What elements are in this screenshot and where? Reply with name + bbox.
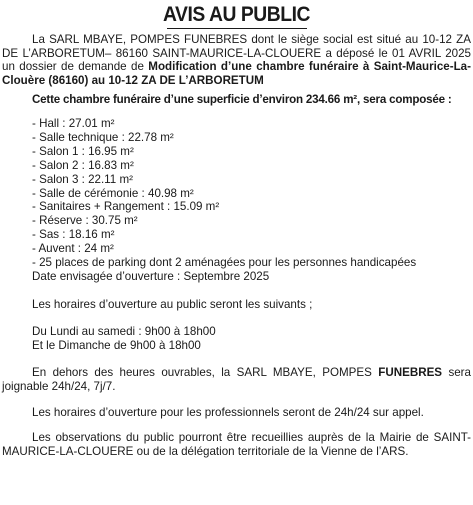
- hours-weekdays: Du Lundi au samedi : 9h00 à 18h00: [32, 325, 216, 339]
- list-item: - Salon 2 : 16.83 m²: [32, 158, 134, 172]
- after-hours-text: En dehors des heures ouvrables, la SARL MBAYE, POMPES: [32, 366, 379, 380]
- list-item: - 25 places de parking dont 2 aménagées pour les personnes handicapées: [32, 256, 417, 270]
- observations-paragraph: Les observations du public pourront être recueillies auprès de la Mairie de SAINT-MAURICE-LA-CLOUERE ou de la délégation territoriale de la Vienne de l’ARS.: [2, 431, 471, 458]
- intro-text: La SARL MBAYE, POMPES FUNEBRES dont le siège social est situé au 10-12 ZA DE L’ARBORETUM– 86160 SAINT-MAURICE-LA-CLOUERE a déposé le 01 AVRIL 2025 un dossier de demande de: [2, 33, 471, 74]
- professionals-hours: Les horaires d’ouverture pour les professionnels seront de 24h/24 sur appel.: [32, 405, 424, 419]
- list-item: - Réserve : 30.75 m²: [32, 214, 138, 228]
- hours-sunday: Et le Dimanche de 9h00 à 18h00: [32, 338, 201, 352]
- title-underline: [167, 28, 307, 29]
- list-item: - Salle de cérémonie : 40.98 m²: [32, 186, 194, 200]
- list-item: - Salon 1 : 16.95 m²: [32, 144, 134, 158]
- list-item: - Hall : 27.01 m²: [32, 116, 115, 130]
- opening-date: Date envisagée d’ouverture : Septembre 2025: [32, 269, 270, 283]
- hours-intro: Les horaires d’ouverture au public seront les suivants ;: [32, 297, 313, 311]
- composition-intro: Cette chambre funéraire d’une superficie d’environ 234.66 m², sera composée :: [32, 93, 452, 107]
- room-list: [2, 117, 471, 270]
- intro-paragraph: [2, 33, 471, 87]
- after-hours-text-end: sera joignable 24h/24, 7j/7.: [2, 366, 471, 393]
- list-item: - Auvent : 24 m²: [32, 242, 114, 256]
- after-hours-paragraph: [2, 366, 471, 393]
- list-item: - Sanitaires + Rangement : 15.09 m²: [32, 200, 220, 214]
- list-item: - Salon 3 : 22.11 m²: [32, 172, 133, 186]
- notice-title: AVIS AU PUBLIC: [162, 3, 311, 26]
- list-item: - Salle technique : 22.78 m²: [32, 130, 174, 144]
- intro-request-subject: Modification d’une chambre funéraire à Saint-Maurice-La-Clouère (86160) au 10-12 ZA DE L’ARBORETUM: [2, 60, 471, 87]
- list-item: - Sas : 18.16 m²: [32, 228, 115, 242]
- after-hours-bold: FUNEBRES: [378, 366, 443, 380]
